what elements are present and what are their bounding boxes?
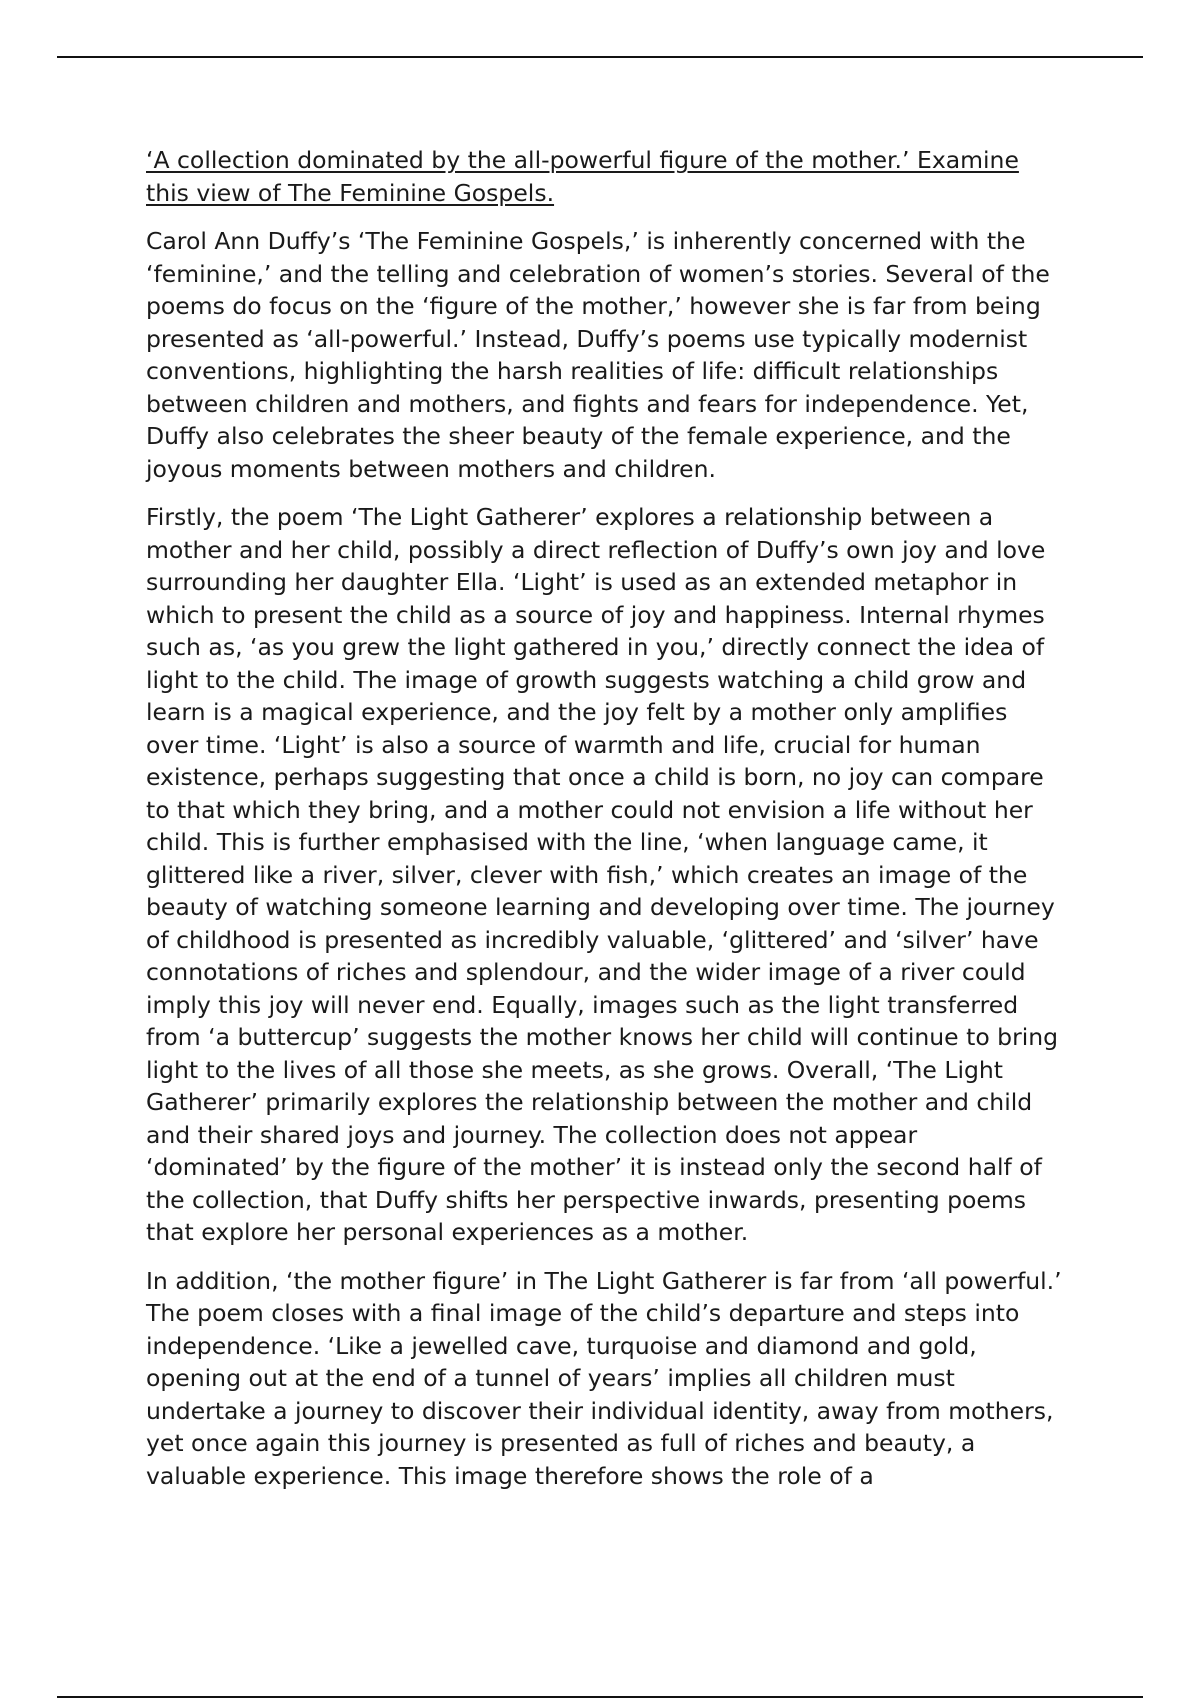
essay-title: ‘A collection dominated by the all-powerful figure of the mother.’ Examine this view of The Feminine Gospels.: [146, 146, 1019, 207]
paragraph-light-gatherer: Firstly, the poem ‘The Light Gatherer’ explores a relationship between a mother and her child, possibly a direct reflection of Duffy’s own joy and love surrounding her daughter Ella. ‘Light’ is used as an extended metaphor in which to present the child as a source of joy and happiness. Internal rhymes such as, ‘as you grew the light gathered in you,’ directly connect the idea of light to the child. The image of growth suggests watching a child grow and learn is a magical experience, and the joy felt by a mother only amplifies over time. ‘Light’ is also a source of warmth and life, crucial for human existence, perhaps suggesting that once a child is born, no joy can compare to that which they bring, and a mother could not envision a life without her child. This is further emphasised with the line, ‘when language came, it glittered like a river, silver, clever with fish,’ which creates an image of the beauty of watching someone learning and developing over time. The journey of childhood is presented as incredibly valuable, ‘glittered’ and ‘silver’ have connotations of riches and splendour, and the wider image of a river could imply this joy will never end. Equally, images such as the light transferred from ‘a buttercup’ suggests the mother knows her child will continue to bring light to the lives of all those she meets, as she grows. Overall, ‘The Light Gatherer’ primarily explores the relationship between the mother and child and their shared joys and journey. The collection does not appear ‘dominated’ by the figure of the mother’ it is instead only the second half of the collection, that Duffy shifts her perspective inwards, presenting poems that explore her personal experiences as a mother.: [146, 503, 1059, 1246]
paragraph-mother-figure: In addition, ‘the mother figure’ in The Light Gatherer is far from ‘all powerful.’ The poem closes with a final image of the child’s departure and steps into independence. ‘Like a jewelled cave, turquoise and diamond and gold, opening out at the end of a tunnel of years’ implies all children must undertake a journey to discover their individual identity, away from mothers, yet once again this journey is presented as full of riches and beauty, a valuable experience. This image therefore shows the role of a: [146, 1266, 1062, 1490]
paragraph-intro: Carol Ann Duffy’s ‘The Feminine Gospels,’ is inherently concerned with the ‘feminine,’ and the telling and celebration of women’s stories. Several of the poems do focus on the ‘figure of the mother,’ however she is far from being presented as ‘all-powerful.’ Instead, Duffy’s poems use typically modernist conventions, highlighting the harsh realities of life: difficult relationships between children and mothers, and fights and fears for independence. Yet, Duffy also celebrates the sheer beauty of the female experience, and the joyous moments between mothers and children.: [146, 227, 1050, 483]
header-rule: [57, 56, 1143, 58]
footer-rule: [57, 1696, 1143, 1698]
document-body: [146, 144, 1066, 1508]
